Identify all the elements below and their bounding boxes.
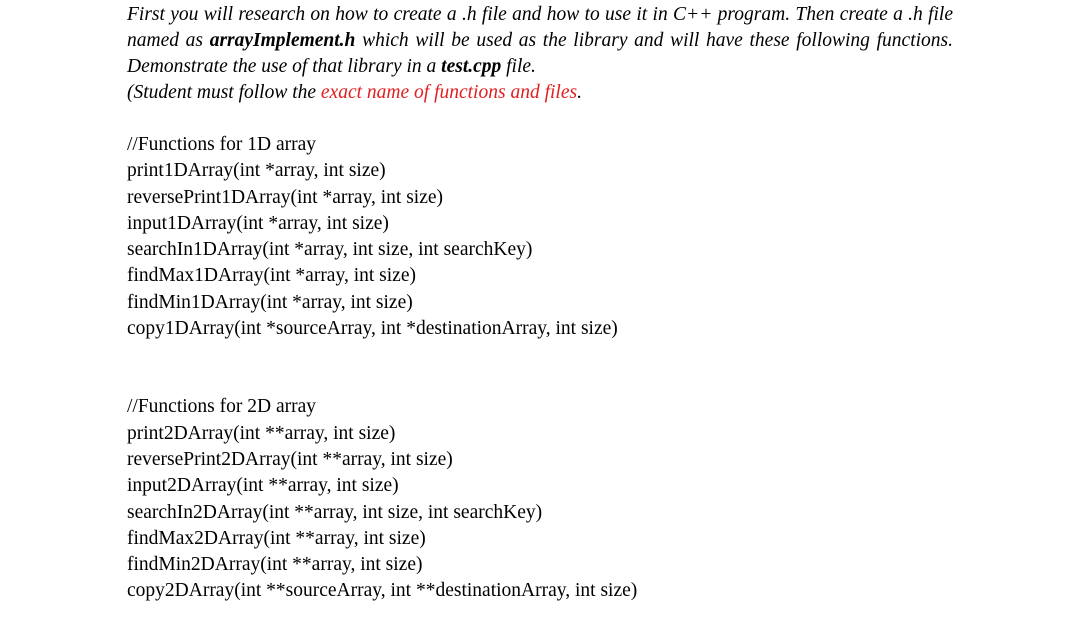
function-signature: copy2DArray(int **sourceArray, int **destinationArray, int size) xyxy=(127,580,638,602)
instructions xyxy=(127,2,953,106)
test-file-name: test.cpp xyxy=(441,56,502,77)
function-signature: findMin1DArray(int *array, int size) xyxy=(127,291,413,313)
function-signature: searchIn2DArray(int **array, int size, int searchKey) xyxy=(127,501,543,523)
function-signature: input1DArray(int *array, int size) xyxy=(127,212,389,234)
function-signature: findMax2DArray(int **array, int size) xyxy=(127,527,426,549)
naming-note-text-1: (Student must follow the xyxy=(127,82,321,103)
naming-note xyxy=(127,80,953,106)
functions-1d-comment: //Functions for 1D array xyxy=(127,134,317,155)
header-file-name: arrayImplement.h xyxy=(209,30,356,51)
function-signature: findMax1DArray(int *array, int size) xyxy=(127,265,416,287)
instructions-paragraph xyxy=(127,2,953,80)
instructions-text-1: First you will research on how to create a .h file and how to use it in C++ program. Then create a .h file named as xyxy=(127,4,953,51)
naming-note-highlight: exact name of functions and files xyxy=(320,82,578,103)
functions-2d-comment: //Functions for 2D array xyxy=(127,396,317,418)
function-signature: input2DArray(int **array, int size) xyxy=(127,475,399,497)
functions-2d-section xyxy=(127,394,953,604)
function-signature: reversePrint2DArray(int **array, int size) xyxy=(127,448,453,470)
function-signature: searchIn1DArray(int *array, int size, int searchKey) xyxy=(127,239,533,261)
instructions-text-2: which will be used as the library and will have these following functions. Demonstrate the use of that library in a xyxy=(127,30,953,77)
function-signature: findMin2DArray(int **array, int size) xyxy=(127,554,423,576)
naming-note-text-2: . xyxy=(577,82,582,103)
instructions-text-3: file. xyxy=(501,56,536,77)
functions-1d-section xyxy=(127,132,953,342)
function-signature: copy1DArray(int *sourceArray, int *destinationArray, int size) xyxy=(127,318,618,340)
function-signature: print1DArray(int *array, int size) xyxy=(127,160,386,182)
function-signature: print2DArray(int **array, int size) xyxy=(127,422,396,444)
function-signature: reversePrint1DArray(int *array, int size) xyxy=(127,186,444,208)
assignment-document xyxy=(127,2,953,605)
